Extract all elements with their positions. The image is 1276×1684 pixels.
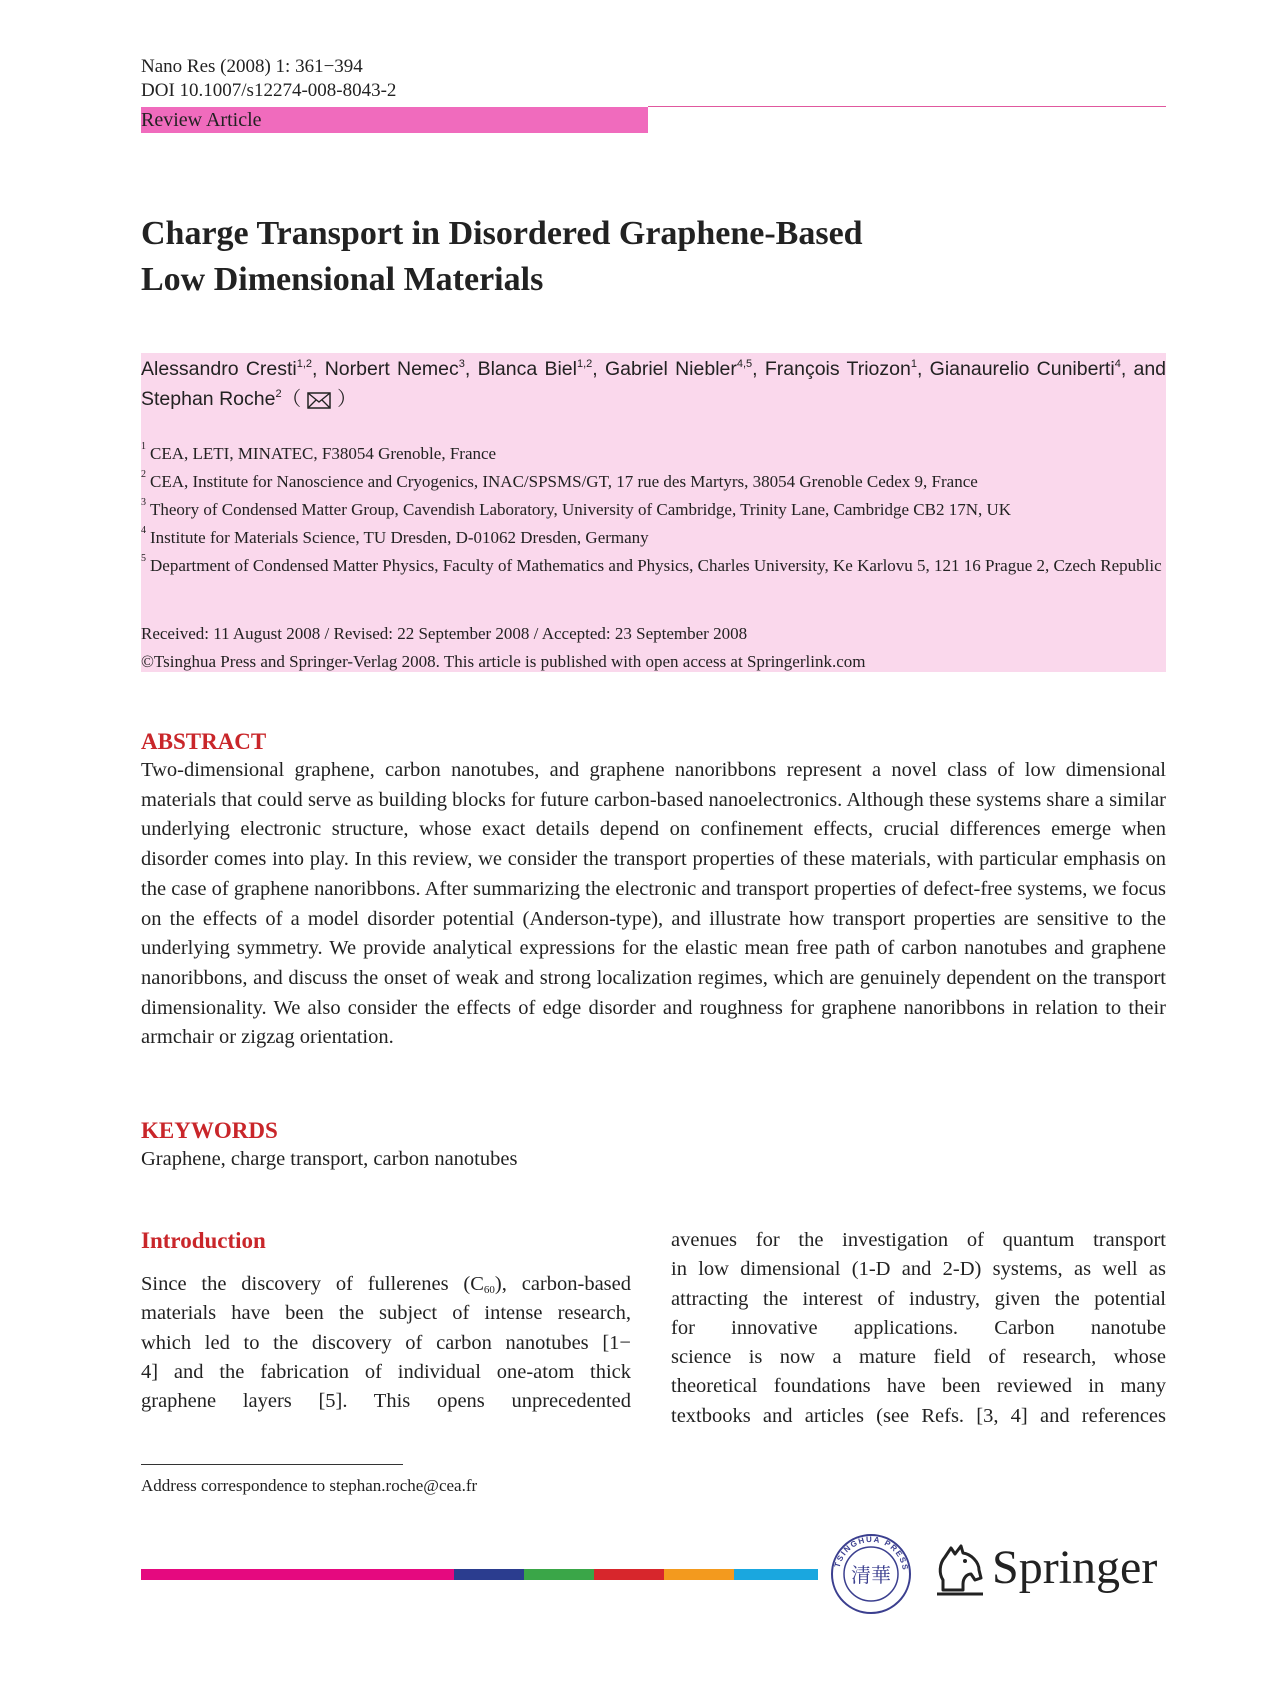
author-name: Blanca Biel <box>477 358 577 380</box>
color-bar-segment <box>524 1569 594 1580</box>
author-separator: , <box>752 358 765 380</box>
affiliation-text: Theory of Condensed Matter Group, Cavendish Laboratory, University of Cambridge, Trinity Lane, Cambridge CB2 17N, UK <box>150 500 1012 519</box>
affiliation-number: 1 <box>141 441 146 452</box>
affiliation-number: 5 <box>141 553 146 564</box>
introduction-heading: Introduction <box>141 1228 266 1253</box>
title-line-1: Charge Transport in Disordered Graphene-Based <box>141 215 863 252</box>
copyright-notice: ©Tsinghua Press and Springer-Verlag 2008. This article is published with open access at Springerlink.com <box>141 652 866 671</box>
author-name: Stephan Roche <box>141 388 276 410</box>
author-name: Alessandro Cresti <box>141 358 297 380</box>
author-affiliation-marker: 1 <box>910 358 917 370</box>
abstract-heading: ABSTRACT <box>141 729 267 754</box>
author-name: Gabriel Niebler <box>604 358 737 380</box>
author-affiliation-marker: 1,2 <box>296 358 313 370</box>
received-dates: Received: 11 August 2008 / Revised: 22 September 2008 / Accepted: 23 September 2008 <box>141 624 748 643</box>
affiliation-item <box>141 468 1166 496</box>
author-separator: , <box>312 358 325 380</box>
marker-open-paren: （ <box>281 388 302 410</box>
author-separator: , <box>464 358 478 380</box>
journal-citation: Nano Res (2008) 1: 361−394 <box>141 56 363 77</box>
author-name: François Triozon <box>764 358 911 380</box>
affiliation-number: 4 <box>141 525 146 536</box>
author-list <box>141 354 1166 414</box>
springer-wordmark: Springer <box>992 1541 1158 1594</box>
color-bar-segment <box>454 1569 524 1580</box>
svg-text:TSINGHUA PRESS: TSINGHUA PRESS <box>832 1534 910 1572</box>
intro-line: in low dimensional (1-D and 2-D) systems, as well as <box>671 1258 1166 1281</box>
intro-line: theoretical foundations have been reviewed in many <box>671 1375 1166 1398</box>
affiliation-number: 2 <box>141 469 146 480</box>
intro-line: 4] and the fabrication of individual one-atom thick <box>141 1360 631 1383</box>
affiliation-text: CEA, LETI, MINATEC, F38054 Grenoble, France <box>150 444 497 463</box>
author-name: Norbert Nemec <box>324 358 459 380</box>
author-separator: , and <box>1120 358 1167 380</box>
color-bar-segment <box>664 1569 734 1580</box>
author-name: Gianaurelio Cuniberti <box>929 358 1115 380</box>
title-line-2: Low Dimensional Materials <box>141 261 544 298</box>
affiliation-item <box>141 496 1166 524</box>
article-type-banner: Review Article <box>141 107 648 133</box>
intro-line: avenues for the investigation of quantum transport <box>671 1229 1166 1251</box>
intro-right-column <box>671 1226 1166 1431</box>
affiliation-item <box>141 524 1166 552</box>
author-affiliation-marker: 2 <box>275 388 282 400</box>
c60-subscript: 60 <box>483 1284 495 1296</box>
affiliation-item <box>141 552 1166 580</box>
keywords-heading: KEYWORDS <box>141 1118 278 1143</box>
intro-line: Since the discovery of fullerenes $(C_{60})$, carbon-based <box>141 1273 631 1296</box>
affiliation-item <box>141 440 1166 468</box>
doi: DOI 10.1007/s12274-008-8043-2 <box>141 80 397 101</box>
author-affiliation-marker: 4,5 <box>736 358 753 370</box>
affiliation-text: CEA, Institute for Nanoscience and Cryogenics, INAC/SPSMS/GT, 17 rue des Martyrs, 38054 Grenoble Cedex 9, France <box>150 472 978 491</box>
intro-line: attracting the interest of industry, given the potential <box>671 1287 1166 1310</box>
affiliation-number: 3 <box>141 497 146 508</box>
author-affiliation-marker: 4 <box>1114 358 1121 370</box>
intro-line: for innovative applications. Carbon nanotube <box>671 1316 1166 1339</box>
intro-line: graphene layers [5]. This opens unprecedented <box>141 1390 631 1413</box>
svg-text:清華: 清華 <box>851 1563 891 1587</box>
article-dates <box>141 620 1166 676</box>
author-affiliation-marker: 3 <box>458 358 465 370</box>
keywords-text: Graphene, charge transport, carbon nanotubes <box>141 1148 518 1170</box>
footer-color-bar <box>141 1569 818 1580</box>
color-bar-segment <box>594 1569 664 1580</box>
affiliation-text: Institute for Materials Science, TU Dresden, D-01062 Dresden, Germany <box>150 528 649 547</box>
tsinghua-press-logo <box>830 1533 912 1615</box>
intro-line: textbooks and articles (see Refs. [3, 4] and references <box>671 1404 1166 1427</box>
color-bar-segment <box>734 1569 818 1580</box>
paper-title <box>141 211 1141 303</box>
author-affiliation-marker: 1,2 <box>576 358 593 370</box>
author-separator: , <box>916 358 930 380</box>
springer-horse-icon <box>933 1540 989 1598</box>
envelope-icon <box>307 392 331 409</box>
affiliation-list <box>141 440 1166 580</box>
intro-line: science is now a mature field of research, whose <box>671 1346 1166 1369</box>
affiliation-text: Department of Condensed Matter Physics, Faculty of Mathematics and Physics, Charles University, Ke Karlovu 5, 121 16 Prague 2, Czech Republic <box>150 556 1162 575</box>
author-separator: , <box>592 358 605 380</box>
marker-close-paren: ） <box>337 388 357 410</box>
header-rule <box>648 106 1166 107</box>
abstract-text: Two-dimensional graphene, carbon nanotubes, and graphene nanoribbons represent a novel class of low dimensional materials that could serve as building blocks for future carbon-based nanoelectronics. Although these systems share a similar underlying electronic structure, whose exact details depend on confinement effects, crucial differences emerge when disorder comes into play. In this review, we consider the transport properties of these materials, with particular emphasis on the case of graphene nanoribbons. After summarizing the electronic and transport properties of defect-free systems, we focus on the effects of a model disorder potential (Anderson-type), and illustrate how transport properties are sensitive to the underlying symmetry. We provide analytical expressions for the elastic mean free path of carbon nanotubes and graphene nanoribbons, and discuss the onset of weak and strong localization regimes, which are genuinely dependent on the transport dimensionality. We also consider the effects of edge disorder and roughness for graphene nanoribbons in relation to their armchair or zigzag orientation. <box>141 759 1166 1049</box>
footnote-rule <box>141 1464 403 1465</box>
intro-line: which led to the discovery of carbon nanotubes [1− <box>141 1331 631 1354</box>
color-bar-segment <box>141 1569 454 1580</box>
intro-line: materials have been the subject of intense research, <box>141 1302 631 1325</box>
correspondence-footnote: Address correspondence to stephan.roche@cea.fr <box>141 1476 478 1495</box>
intro-left-column <box>141 1270 631 1416</box>
corresponding-author-marker <box>282 388 357 410</box>
